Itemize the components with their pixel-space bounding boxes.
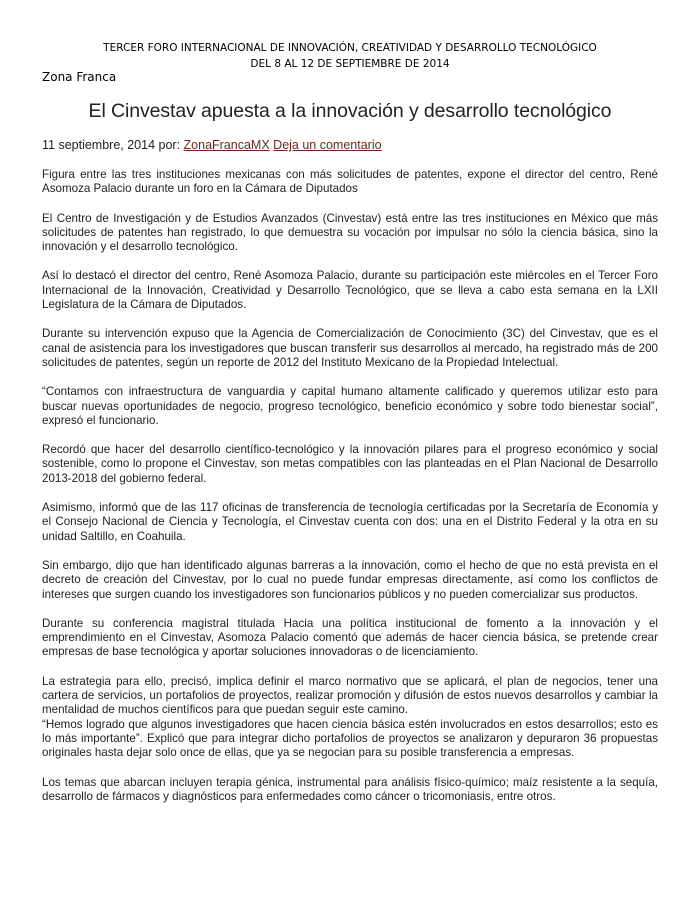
forum-header-dates: DEL 8 AL 12 DE SEPTIEMBRE DE 2014 xyxy=(250,58,450,70)
article-title: El Cinvestav apuesta a la innovación y desarrollo tecnológico xyxy=(88,100,612,122)
article-paragraph: Los temas que abarcan incluyen terapia génica, instrumental para análisis físico-químico; maíz resistente a la sequía, desarrollo de fármacos y diagnósticos para enfermedades como cáncer o tricomoniasis, entre otros. xyxy=(42,775,658,803)
article-paragraph: Así lo destacó el director del centro, René Asomoza Palacio, durante su participación este miércoles en el Tercer Foro Internacional de la Innovación, Creatividad y Desarrollo Tecnológico, que se lleva a cabo esta semana en la LXII Legislatura de la Cámara de Diputados. xyxy=(42,269,658,312)
forum-header-title: TERCER FORO INTERNACIONAL DE INNOVACIÓN, CREATIVIDAD Y DESARROLLO TECNOLÓGICO xyxy=(103,42,597,54)
article-paragraph: Durante su conferencia magistral titulada Hacia una política institucional de fomento a la innovación y el emprendimiento en el Cinvestav, Asomoza Palacio comentó que además de hacer ciencia básica, se pretende crear empresas de base tecnológica y aportar soluciones innovadoras o de licenciamiento. xyxy=(42,616,658,659)
article-paragraph: Figura entre las tres instituciones mexicanas con más solicitudes de patentes, expone el director del centro, René Asomoza Palacio durante un foro en la Cámara de Diputados xyxy=(42,168,658,196)
article-body xyxy=(42,168,658,819)
article-paragraph: “Contamos con infraestructura de vanguardia y capital humano altamente calificado y queremos utilizar esto para buscar nuevas oportunidades de negocio, progreso tecnológico, beneficio económico y sobre todo bienestar social”, expresó el funcionario. xyxy=(42,385,658,427)
comment-link[interactable]: Deja un comentario xyxy=(273,138,382,152)
source-name: Zona Franca xyxy=(42,70,117,84)
article-date: 11 septiembre, 2014 por: xyxy=(42,138,184,152)
forum-header xyxy=(0,40,700,72)
article-paragraph: Durante su intervención expuso que la Agencia de Comercialización de Conocimiento (3C) del Cinvestav, que es el canal de asistencia para los investigadores que buscan transferir sus desarrollos al mercado, ha registrado más de 200 solicitudes de patentes, según un reporte de 2012 del Instituto Mexicano de la Propiedad Intelectual. xyxy=(42,327,658,369)
article-paragraph: El Centro de Investigación y de Estudios Avanzados (Cinvestav) está entre las tres instituciones en México que más solicitudes de patentes han registrado, lo que demuestra su vocación por impulsar no sólo la ciencia básica, sino la innovación y el desarrollo tecnológico. xyxy=(42,211,658,254)
article-paragraph: Asimismo, informó que de las 117 oficinas de transferencia de tecnología certificadas por la Secretaría de Economía y el Consejo Nacional de Ciencia y Tecnología, el Cinvestav cuenta con dos: una en el Distrito Federal y la otra en su unidad Saltillo, en Coahuila. xyxy=(42,501,658,543)
article-paragraph: Recordó que hacer del desarrollo científico-tecnológico y la innovación pilares para el progreso económico y social sostenible, como lo propone el Cinvestav, son metas compatibles con las planteadas en el Plan Nacional de Desarrollo 2013-2018 del gobierno federal. xyxy=(42,443,658,485)
article-paragraph: Sin embargo, dijo que han identificado algunas barreras a la innovación, como el hecho de que no está prevista en el decreto de creación del Cinvestav, por lo cual no puede fundar empresas directamente, así como los conflictos de intereses que surgen cuando los investigadores son funcionarios públicos y no pueden comercializar sus productos. xyxy=(42,558,658,601)
article-paragraph: La estrategia para ello, precisó, implica definir el marco normativo que se aplicará, el plan de negocios, tener una cartera de servicios, un portafolios de proyectos, realizar promoción y difusión de estos nuevos desarrollos y cambiar la mentalidad de muchos científicos para que puedan seguir este camino. xyxy=(42,674,658,717)
article-meta xyxy=(42,138,382,152)
article-paragraph: “Hemos logrado que algunos investigadores que hacen ciencia básica estén involucrados en estos desarrollos; esto es lo más importante”. Explicó que para integrar dicho portafolios de proyectos se analizaron y depuraron 36 propuestas originales hasta dejar solo once de ellas, que ya se negocian para su posible transferencia a empresas. xyxy=(42,717,658,760)
author-link[interactable]: ZonaFrancaMX xyxy=(183,138,270,152)
